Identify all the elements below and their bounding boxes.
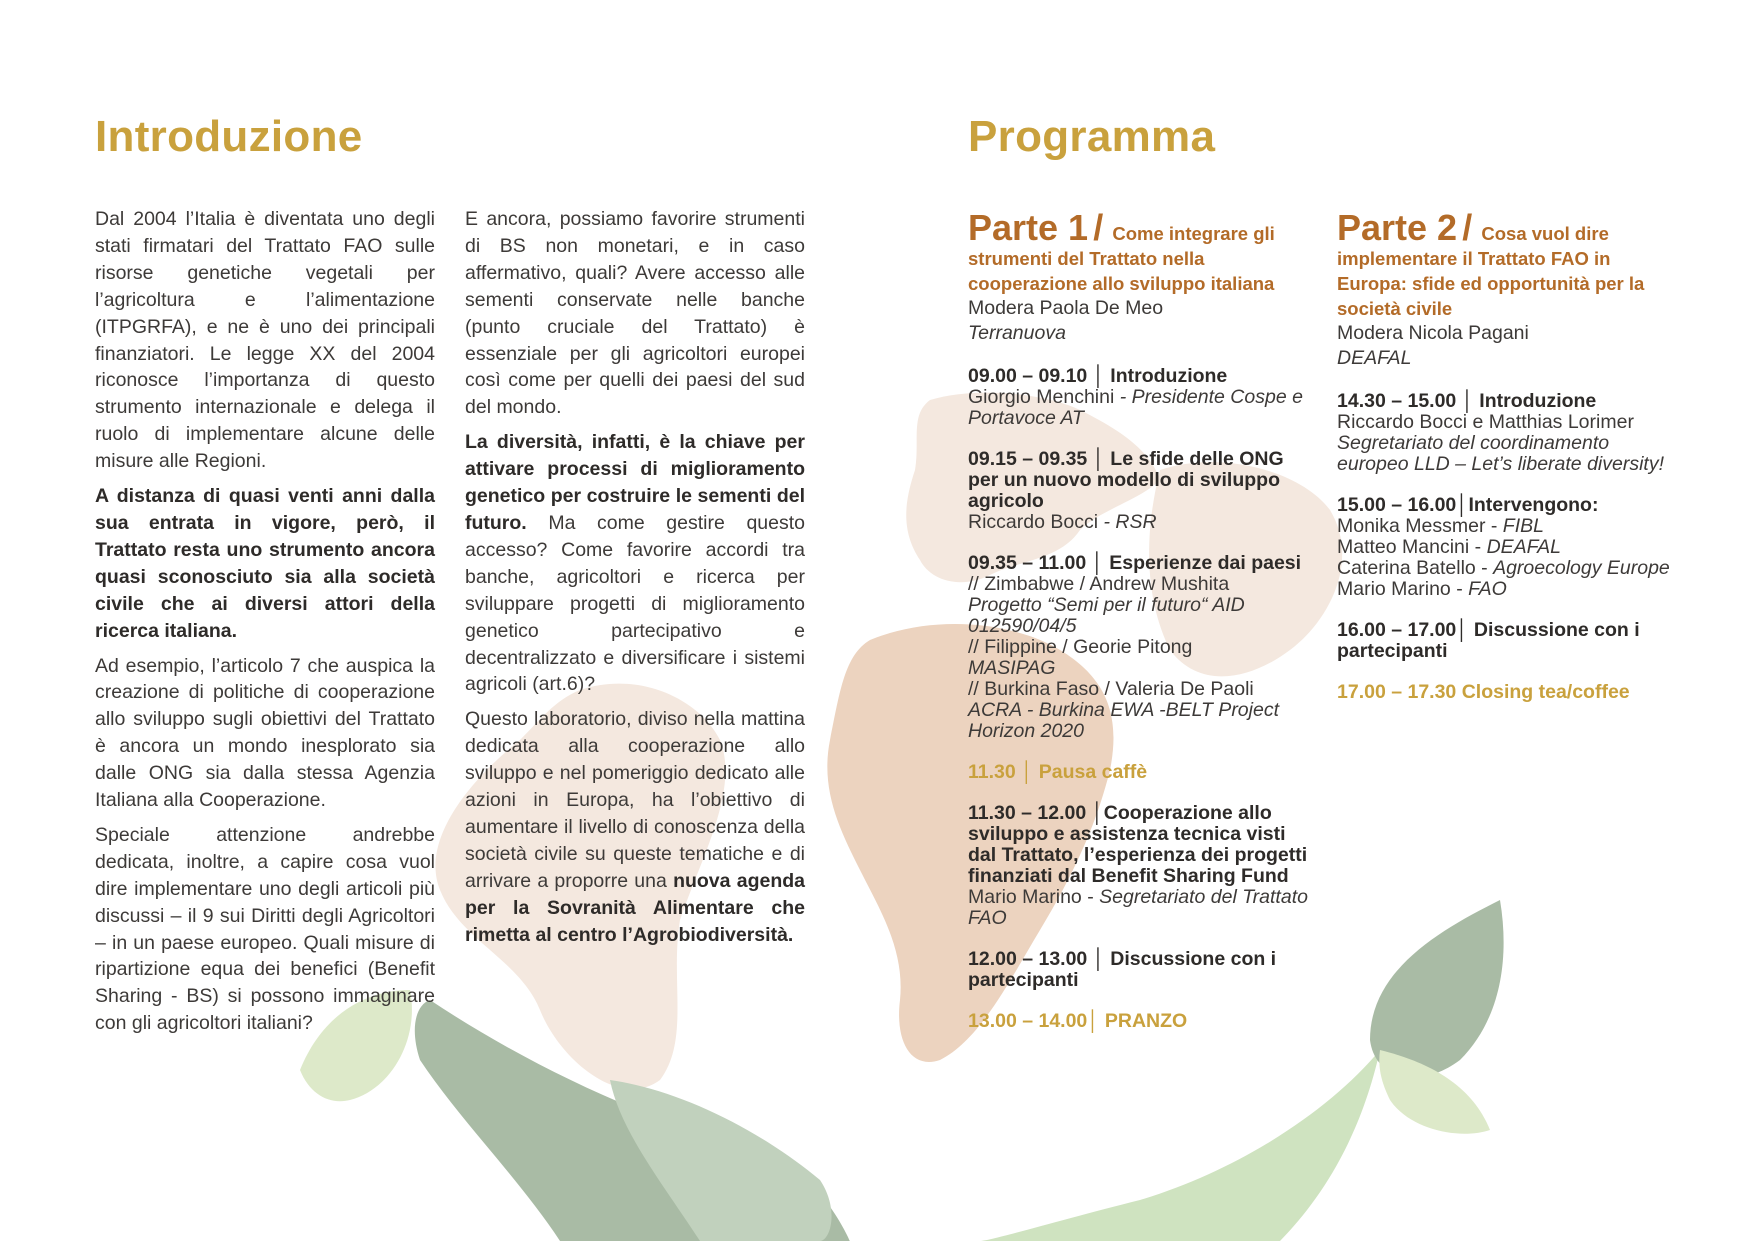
speaker-name: Riccardo Bocci: [968, 511, 1099, 533]
speaker-affiliation: ACRA - Burkina EWA -BELT Project Horizon 2020: [968, 699, 1280, 742]
speaker-affiliation: Progetto “Semi per il futuro“ AID 012590/04/5: [968, 594, 1245, 637]
parte-1-heading: [968, 207, 1313, 296]
schedule-item: [968, 803, 1313, 929]
schedule-time: 15.00 – 16.00│Intervengono:: [1337, 494, 1599, 516]
schedule-time: 17.00 – 17.30 Closing tea/coffee: [1337, 681, 1630, 703]
schedule-time: 11.30 – 12.00 │Cooperazione allo sviluppo e assistenza tecnica visti dal Trattato, l’esperienza dei progetti finanziati dal Benefit Sharing Fund: [968, 802, 1308, 887]
intro-paragraph: [465, 429, 805, 698]
text: Ad esempio, l’articolo 7 che auspica la creazione di politiche di cooperazione allo sviluppo sugli obiettivi del Trattato è ancora un mondo inesplorato sia dalle ONG sia dalla stessa Agenzia Italiana alla Cooperazione.: [95, 654, 435, 812]
intro-paragraph: [95, 206, 435, 475]
schedule-time: 09.00 – 09.10 │ Introduzione: [968, 365, 1228, 387]
schedule-time: 09.35 – 11.00 │ Esperienze dai paesi: [968, 552, 1302, 574]
speaker-name: Mario Marino -: [968, 886, 1100, 908]
parte-1-slash: /: [1093, 207, 1104, 248]
schedule-time: 16.00 – 17.00│ Discussione con i partecipanti: [1337, 619, 1640, 662]
parte-1-moderator-org: Terranuova: [968, 322, 1066, 344]
text: Questo laboratorio, diviso nella mattina dedicata alla cooperazione allo sviluppo e nel pomeriggio dedicato alle azioni in Europa, ha l’obiettivo di aumentare il livello di conoscenza della società civile su queste tematiche e di arrivare a proporre una: [465, 708, 805, 892]
speaker-affiliation: FIBL: [1502, 515, 1544, 537]
speaker-name: // Zimbabwe / Andrew Mushita: [968, 573, 1230, 595]
speaker-affiliation: MASIPAG: [968, 657, 1056, 679]
parte-1-column: [968, 207, 1313, 1032]
speaker-affiliation: Agroecology Europe: [1493, 557, 1670, 579]
schedule-item: [968, 762, 1313, 783]
intro-paragraph: [465, 206, 805, 421]
bold-text: nuova agenda per la Sovranità Alimentare che rimetta al centro l’Agrobiodiversità.: [465, 869, 805, 946]
intro-paragraph: [95, 483, 435, 644]
speaker-name: // Filippine / Georie Pitong: [968, 636, 1193, 658]
programma-title: Programma: [968, 112, 1216, 161]
schedule-item: [968, 449, 1313, 533]
text: Ma come gestire questo accesso? Come favorire accordi tra banche, agricoltori e ricerca per sviluppare progetti di miglioramento genetico partecipativo e decentralizzato e diversificare i sistemi agricoli (art.6)?: [465, 511, 805, 696]
schedule-time: 13.00 – 14.00│ PRANZO: [968, 1010, 1188, 1032]
bold-text: La diversità, infatti, è la chiave per attivare processi di miglioramento genetico per costruire le sementi del futuro.: [465, 431, 805, 534]
text: E ancora, possiamo favorire strumenti di BS non monetari, e in caso affermativo, quali? Avere accesso alle sementi conservate nelle banche (punto cruciale del Trattato) è essenziale per gli agricoltori europei così come per quelli dei paesi del sud del mondo.: [465, 208, 805, 419]
intro-paragraph: [95, 822, 435, 1037]
schedule-time: 09.15 – 09.35 │ Le sfide delle ONG per un nuovo modello di sviluppo agricolo: [968, 448, 1284, 512]
parte-1-subtitle: Come integrare gli strumenti del Trattato nella cooperazione allo sviluppo italiana: [968, 223, 1275, 294]
parte-1-moderator: Modera Paola De Meo: [968, 297, 1164, 319]
schedule-speakers: [1337, 516, 1682, 600]
speaker-name: Caterina Batello -: [1337, 557, 1494, 579]
schedule-speakers: [1337, 412, 1682, 475]
speaker-affiliation: - Presidente Cospe e Portavoce AT: [968, 386, 1303, 429]
parte-2-moderator-org: DEAFAL: [1337, 347, 1412, 369]
parte-2-subtitle: Cosa vuol dire implementare il Trattato FAO in Europa: sfide ed opportunità per la società civile: [1337, 223, 1645, 319]
schedule-speakers: [968, 887, 1313, 929]
parte-2-column: [1337, 207, 1682, 703]
speaker-affiliation: DEAFAL: [1486, 536, 1561, 558]
schedule-time: 11.30 │ Pausa caffè: [968, 761, 1148, 783]
schedule-speakers: [968, 387, 1313, 429]
parte-1-schedule: [968, 366, 1313, 1032]
text: Speciale attenzione andrebbe dedicata, inoltre, a capire cosa vuol dire implementare uno degli articoli più discussi – il 9 sui Diritti degli Agricoltori – in un paese europeo. Quali misure di ripartizione equa dei benefici (Benefit Sharing - BS) si possono immaginare con gli agricoltori italiani?: [95, 823, 435, 1035]
intro-title: Introduzione: [95, 112, 363, 161]
speaker-affiliation: Segretariato del coordinamento europeo LLD – Let’s liberate diversity!: [1337, 432, 1664, 475]
schedule-item: [1337, 495, 1682, 600]
speaker-name: Matteo Mancini -: [1337, 536, 1487, 558]
schedule-item: [1337, 620, 1682, 662]
schedule-speakers: [968, 512, 1313, 533]
parte-2-heading: [1337, 207, 1682, 321]
intro-column-2: [465, 206, 805, 956]
schedule-time: 14.30 – 15.00 │ Introduzione: [1337, 390, 1597, 412]
schedule-item: [968, 1011, 1313, 1032]
schedule-item: [968, 366, 1313, 429]
speaker-name: Riccardo Bocci e Matthias Lorimer: [1337, 411, 1634, 433]
speaker-affiliation: - RSR: [1098, 511, 1157, 533]
intro-paragraph: [465, 706, 805, 948]
speaker-name: Monika Messmer -: [1337, 515, 1503, 537]
speaker-affiliation: FAO: [1468, 578, 1507, 600]
schedule-time: 12.00 – 13.00 │ Discussione con i partecipanti: [968, 948, 1277, 991]
schedule-speakers: [968, 574, 1313, 742]
speaker-name: Giorgio Menchini: [968, 386, 1115, 408]
parte-2-schedule: [1337, 391, 1682, 703]
parte-2-label: Parte 2: [1337, 207, 1458, 248]
intro-paragraph: [95, 653, 435, 814]
schedule-item: [968, 553, 1313, 742]
schedule-item: [1337, 391, 1682, 475]
schedule-item: [968, 949, 1313, 991]
parte-2-slash: /: [1462, 207, 1473, 248]
intro-column-1: [95, 206, 435, 1045]
text: Dal 2004 l’Italia è diventata uno degli stati firmatari del Trattato FAO sulle risorse genetiche vegetali per l’agricoltura e l’alimentazione (ITPGRFA), e ne è uno dei principali finanziatori. Le legge XX del 2004 riconosce l’importanza di questo strumento internazionale e delega il ruolo di implementare alcune delle misure alle Regioni.: [95, 208, 435, 473]
speaker-name: // Burkina Faso / Valeria De Paoli: [968, 678, 1254, 700]
parte-2-moderator: Modera Nicola Pagani: [1337, 322, 1529, 344]
speaker-name: Mario Marino -: [1337, 578, 1469, 600]
speaker-affiliation: Segretariato del Trattato FAO: [968, 886, 1308, 929]
bold-text: A distanza di quasi venti anni dalla sua entrata in vigore, però, il Trattato resta uno strumento ancora quasi sconosciuto sia alla società civile che ai diversi attori della ricerca italiana.: [95, 485, 435, 642]
parte-1-label: Parte 1: [968, 207, 1089, 248]
schedule-item: [1337, 682, 1682, 703]
